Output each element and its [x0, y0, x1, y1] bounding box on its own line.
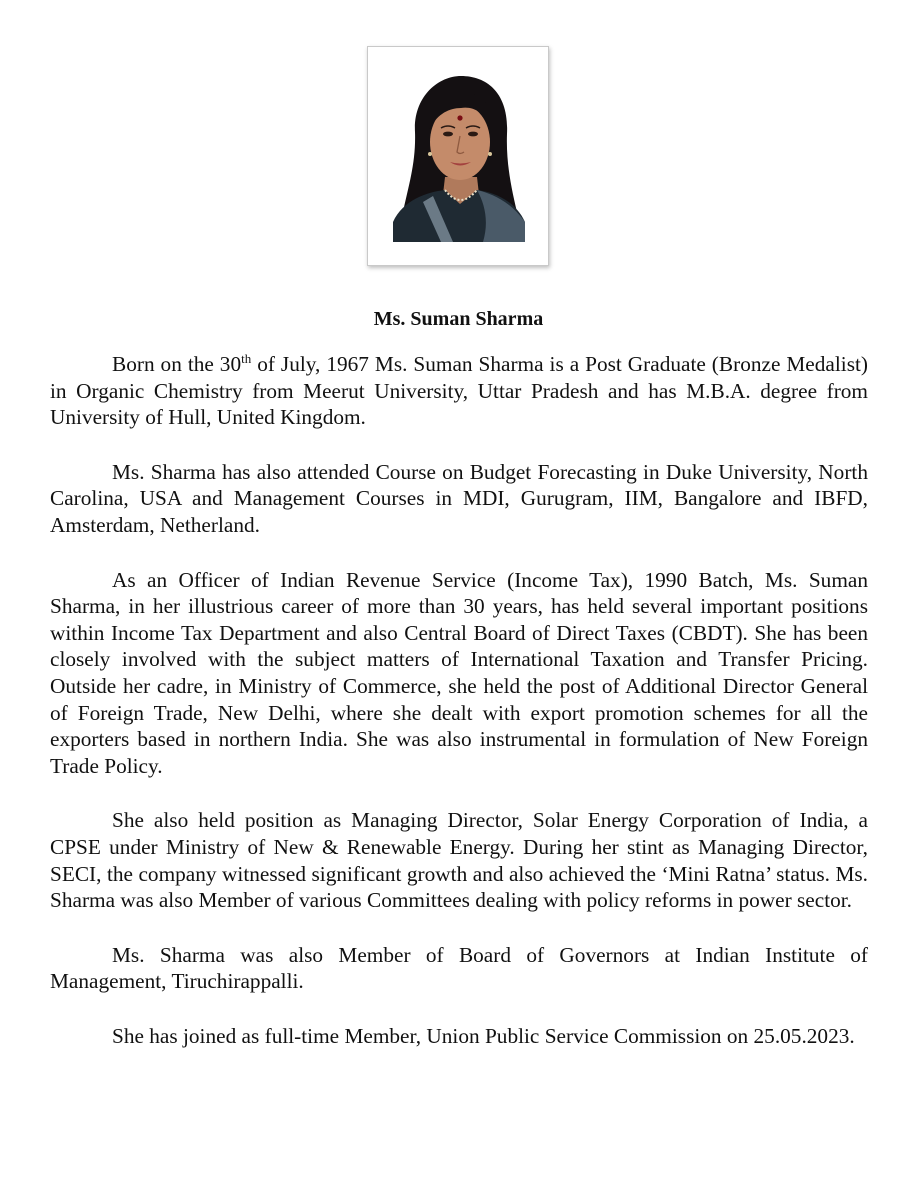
- birth-text-start: Born on the 30: [112, 352, 242, 376]
- person-name-heading: Ms. Suman Sharma: [373, 308, 544, 330]
- portrait-photo: [393, 72, 525, 242]
- paragraph-seci: She also held position as Managing Director, Solar Energy Corporation of India, a CPSE under Ministry of New & Renewable Energy. During her stint as Managing Director, SECI, the company witnessed significant growth and also achieved the ‘Mini Ratna’ status. Ms. Sharma was also Member of various Committees dealing with policy reforms in power sector.: [50, 808, 868, 913]
- birth-ordinal-suffix: th: [241, 350, 252, 366]
- paragraph-career: As an Officer of Indian Revenue Service (Income Tax), 1990 Batch, Ms. Suman Sharma, in her illustrious career of more than 30 years, has held several important positions within Income Tax Department and also Central Board of Direct Taxes (CBDT). She has been closely involved with the subject matters of International Taxation and Transfer Pricing. Outside her cadre, in Ministry of Commerce, she held the post of Additional Director General of Foreign Trade, New Delhi, where she dealt with export promotion schemes for all the exporters based in northern India. She was also instrumental in formulation of New Foreign Trade Policy.: [50, 567, 868, 778]
- paragraph-iim: Ms. Sharma was also Member of Board of Governors at Indian Institute of Management, Tiruchirappalli.: [50, 942, 868, 994]
- profile-photo-frame: [367, 46, 549, 266]
- biography-body: [50, 351, 868, 1077]
- paragraph-courses: Ms. Sharma has also attended Course on Budget Forecasting in Duke University, North Carolina, USA and Management Courses in MDI, Gurugram, IIM, Bangalore and IBFD, Amsterdam, Netherland.: [50, 459, 868, 537]
- birth-text-rest: of July, 1967 Ms. Suman Sharma is a Post Graduate (Bronze Medalist) in Organic Chemistry from Meerut University, Uttar Pradesh and has M.B.A. degree from University of Hull, United Kingdom.: [50, 352, 868, 430]
- paragraph-upsc: She has joined as full-time Member, Union Public Service Commission on 25.05.2023.: [112, 1023, 855, 1048]
- paragraph-birth-education: [50, 351, 868, 431]
